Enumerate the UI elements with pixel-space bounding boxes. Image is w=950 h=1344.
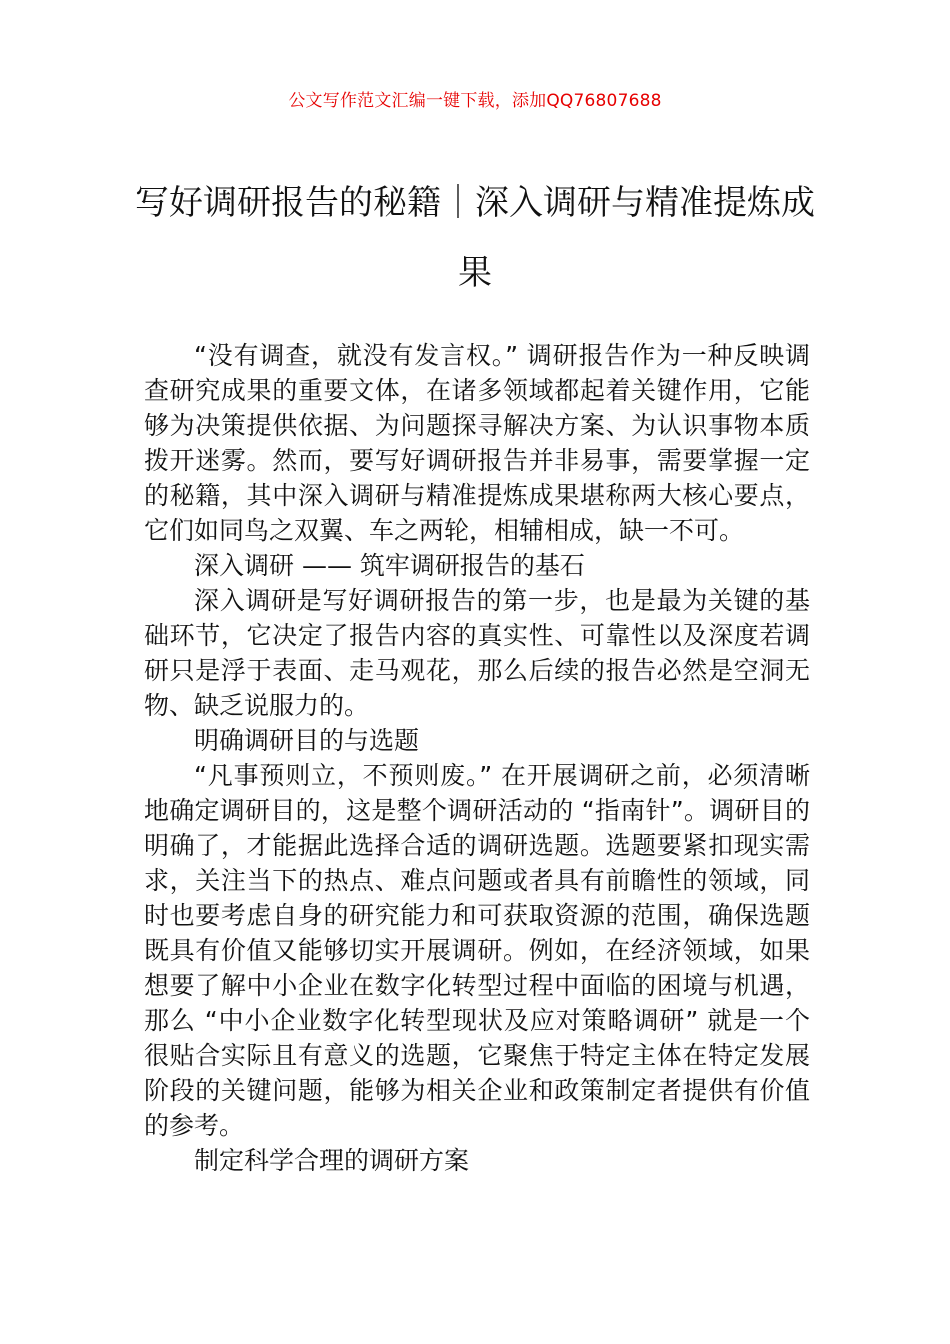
subsection-heading: 制定科学合理的调研方案	[194, 1146, 470, 1175]
section-heading: 深入调研 —— 筑牢调研报告的基石	[194, 551, 585, 580]
subsection-heading: 明确调研目的与选题	[194, 726, 420, 755]
download-notice: 公文写作范文汇编一键下载，添加QQ76807688	[288, 91, 662, 111]
body-paragraph: 深入调研是写好调研报告的第一步，也是最为关键的基础环节，它决定了报告内容的真实性、可靠性以及深度若调研只是浮于表面、走马观花，那么后续的报告必然是空洞无物、缺乏说服力的。	[144, 586, 810, 720]
document-title: 写好调研报告的秘籍｜深入调研与精准提炼成果	[135, 183, 815, 293]
body-paragraph: “凡事预则立，不预则废。” 在开展调研之前，必须清晰地确定调研目的，这是整个调研活动的 “指南针”。调研目的明确了，才能据此选择合适的调研选题。选题要紧扣现实需求，关注当下的热点、难点问题或者具有前瞻性的领域，同时也要考虑自身的研究能力和可获取资源的范围，确保选题既具有价值又能够切实开展调研。例如，在经济领域，如果想要了解中小企业在数字化转型过程中面临的困境与机遇，那么 “中小企业数字化转型现状及应对策略调研” 就是一个很贴合实际且有意义的选题，它聚焦于特定主体在特定发展阶段的关键问题，能够为相关企业和政策制定者提供有价值的参考。	[144, 761, 810, 1140]
document-body	[144, 338, 810, 1178]
body-paragraph: “没有调查，就没有发言权。” 调研报告作为一种反映调查研究成果的重要文体，在诸多领域都起着关键作用，它能够为决策提供依据、为问题探寻解决方案、为认识事物本质拨开迷雾。然而，要写好调研报告并非易事，需要掌握一定的秘籍，其中深入调研与精准提炼成果堪称两大核心要点，它们如同鸟之双翼、车之两轮，相辅相成，缺一不可。	[144, 341, 810, 545]
